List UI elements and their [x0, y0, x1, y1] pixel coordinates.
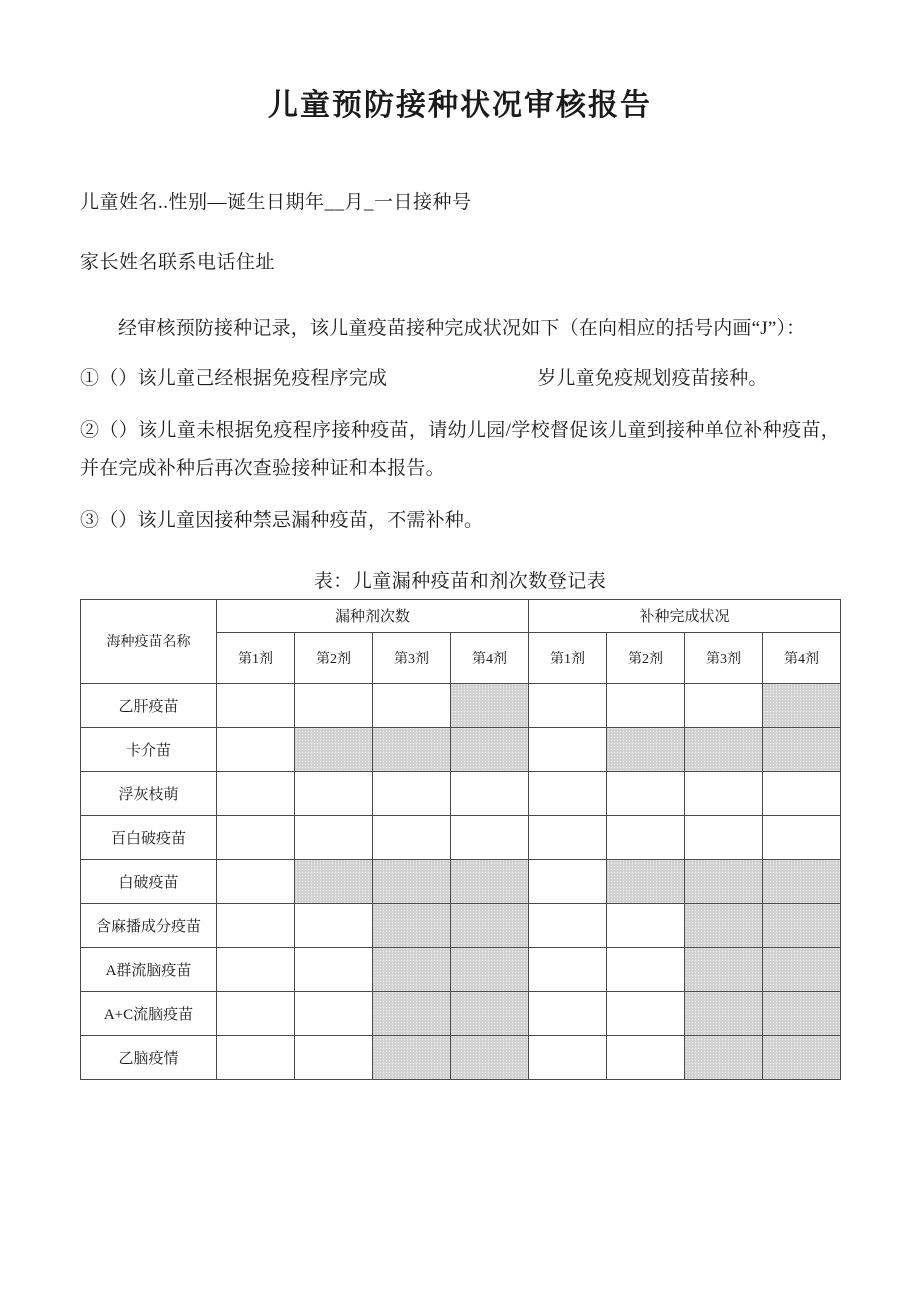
- vaccine-name-cell: A+C流脑疫苗: [81, 991, 217, 1035]
- disabled-dose-cell: [295, 727, 373, 771]
- disabled-dose-cell: [451, 859, 529, 903]
- dose-entry-cell[interactable]: [295, 771, 373, 815]
- dose-entry-cell[interactable]: [295, 991, 373, 1035]
- table-row: [81, 1035, 841, 1079]
- disabled-dose-cell: [685, 903, 763, 947]
- dose-entry-cell[interactable]: [217, 683, 295, 727]
- dose-entry-cell[interactable]: [529, 1035, 607, 1079]
- missed-vaccine-table: [80, 599, 841, 1080]
- dose-entry-cell[interactable]: [529, 947, 607, 991]
- header-catchup-dose-2: 第2剂: [607, 632, 685, 683]
- dose-entry-cell[interactable]: [763, 815, 841, 859]
- dose-entry-cell[interactable]: [607, 683, 685, 727]
- dose-entry-cell[interactable]: [295, 903, 373, 947]
- dose-entry-cell[interactable]: [217, 947, 295, 991]
- checklist-item-1-suffix: 岁儿童免疫规划疫苗接种。: [537, 367, 768, 389]
- table-caption: 表：儿童漏种疫苗和剂次数登记表: [313, 570, 607, 592]
- table-row: [81, 683, 841, 727]
- dose-entry-cell[interactable]: [529, 771, 607, 815]
- guardian-info-field-line[interactable]: 家长姓名联系电话住址: [80, 252, 276, 274]
- disabled-dose-cell: [685, 859, 763, 903]
- disabled-dose-cell: [451, 727, 529, 771]
- dose-entry-cell[interactable]: [529, 903, 607, 947]
- table-body: [81, 683, 841, 1079]
- header-missed-dose-3: 第3剂: [373, 632, 451, 683]
- table-header-group-row: [81, 599, 841, 632]
- checklist-item-3[interactable]: ③（）该儿童因接种禁忌漏种疫苗，不需补种。: [80, 509, 484, 531]
- disabled-dose-cell: [451, 683, 529, 727]
- dose-entry-cell[interactable]: [373, 815, 451, 859]
- disabled-dose-cell: [451, 903, 529, 947]
- dose-entry-cell[interactable]: [607, 771, 685, 815]
- dose-entry-cell[interactable]: [373, 683, 451, 727]
- dose-entry-cell[interactable]: [217, 815, 295, 859]
- disabled-dose-cell: [451, 1035, 529, 1079]
- disabled-dose-cell: [763, 727, 841, 771]
- header-missed-dose-2: 第2剂: [295, 632, 373, 683]
- dose-entry-cell[interactable]: [217, 859, 295, 903]
- dose-entry-cell[interactable]: [529, 859, 607, 903]
- table-row: [81, 771, 841, 815]
- disabled-dose-cell: [685, 1035, 763, 1079]
- dose-entry-cell[interactable]: [685, 771, 763, 815]
- header-catchup-dose-3: 第3剂: [685, 632, 763, 683]
- header-missed-dose-1: 第1剂: [217, 632, 295, 683]
- dose-entry-cell[interactable]: [295, 947, 373, 991]
- vaccine-name-cell: 百白破疫苗: [81, 815, 217, 859]
- dose-entry-cell[interactable]: [763, 771, 841, 815]
- disabled-dose-cell: [763, 991, 841, 1035]
- header-catchup-dose-4: 第4剂: [763, 632, 841, 683]
- checklist-item-1-prefix: ①（）该儿童己经根据免疫程序完成: [80, 367, 388, 389]
- disabled-dose-cell: [451, 991, 529, 1035]
- table-row: [81, 727, 841, 771]
- dose-entry-cell[interactable]: [217, 903, 295, 947]
- dose-entry-cell[interactable]: [295, 683, 373, 727]
- dose-entry-cell[interactable]: [607, 903, 685, 947]
- disabled-dose-cell: [373, 727, 451, 771]
- disabled-dose-cell: [295, 859, 373, 903]
- disabled-dose-cell: [763, 859, 841, 903]
- disabled-dose-cell: [763, 947, 841, 991]
- vaccine-name-cell: A群流脑疫苗: [81, 947, 217, 991]
- dose-entry-cell[interactable]: [295, 815, 373, 859]
- table-head: [81, 599, 841, 683]
- header-group-missed-doses: 漏种剂次数: [217, 599, 529, 632]
- disabled-dose-cell: [373, 947, 451, 991]
- checklist-item-1[interactable]: [80, 360, 840, 398]
- dose-entry-cell[interactable]: [607, 947, 685, 991]
- table-row: [81, 815, 841, 859]
- disabled-dose-cell: [763, 903, 841, 947]
- dose-entry-cell[interactable]: [217, 991, 295, 1035]
- disabled-dose-cell: [763, 683, 841, 727]
- dose-entry-cell[interactable]: [451, 771, 529, 815]
- dose-entry-cell[interactable]: [607, 991, 685, 1035]
- vaccine-name-cell: 浮灰枝萌: [81, 771, 217, 815]
- vaccine-name-cell: 含麻播成分疫苗: [81, 903, 217, 947]
- dose-entry-cell[interactable]: [607, 815, 685, 859]
- vaccine-name-cell: 白破疫苗: [81, 859, 217, 903]
- disabled-dose-cell: [607, 859, 685, 903]
- table-row: [81, 859, 841, 903]
- disabled-dose-cell: [763, 1035, 841, 1079]
- dose-entry-cell[interactable]: [529, 815, 607, 859]
- dose-entry-cell[interactable]: [529, 991, 607, 1035]
- dose-entry-cell[interactable]: [295, 1035, 373, 1079]
- header-vaccine-name: 海种疫苗名称: [81, 599, 217, 683]
- dose-entry-cell[interactable]: [685, 683, 763, 727]
- disabled-dose-cell: [607, 727, 685, 771]
- disabled-dose-cell: [451, 947, 529, 991]
- disabled-dose-cell: [373, 1035, 451, 1079]
- table-row: [81, 991, 841, 1035]
- table-row: [81, 903, 841, 947]
- header-missed-dose-4: 第4剂: [451, 632, 529, 683]
- child-info-field-line[interactable]: 儿童姓名..性别—诞生日期年__月_一日接种号: [80, 192, 472, 213]
- disabled-dose-cell: [685, 727, 763, 771]
- vaccine-name-cell: 乙肝疫苗: [81, 683, 217, 727]
- dose-entry-cell[interactable]: [685, 815, 763, 859]
- dose-entry-cell[interactable]: [217, 1035, 295, 1079]
- dose-entry-cell[interactable]: [217, 771, 295, 815]
- vaccine-name-cell: 乙脑疫情: [81, 1035, 217, 1079]
- dose-entry-cell[interactable]: [607, 1035, 685, 1079]
- dose-entry-cell[interactable]: [529, 727, 607, 771]
- disabled-dose-cell: [373, 991, 451, 1035]
- dose-entry-cell[interactable]: [217, 727, 295, 771]
- dose-entry-cell[interactable]: [451, 815, 529, 859]
- intro-paragraph: 经审核预防接种记录，该儿童疫苗接种完成状况如下（在向相应的括号内画“J”）：: [118, 317, 806, 339]
- disabled-dose-cell: [373, 903, 451, 947]
- header-catchup-dose-1: 第1剂: [529, 632, 607, 683]
- disabled-dose-cell: [685, 947, 763, 991]
- checklist-item-2[interactable]: ②（）该儿童未根据免疫程序接种疫苗，请幼儿园/学校督促该儿童到接种单位补种疫苗，并在完成补种后再次查验接种证和本报告。: [80, 419, 840, 479]
- page-title: 儿童预防接种状况审核报告: [268, 89, 652, 122]
- header-group-catchup-status: 补种完成状况: [529, 599, 841, 632]
- disabled-dose-cell: [373, 859, 451, 903]
- disabled-dose-cell: [685, 991, 763, 1035]
- dose-entry-cell[interactable]: [373, 771, 451, 815]
- vaccine-name-cell: 卡介苗: [81, 727, 217, 771]
- dose-entry-cell[interactable]: [529, 683, 607, 727]
- table-row: [81, 947, 841, 991]
